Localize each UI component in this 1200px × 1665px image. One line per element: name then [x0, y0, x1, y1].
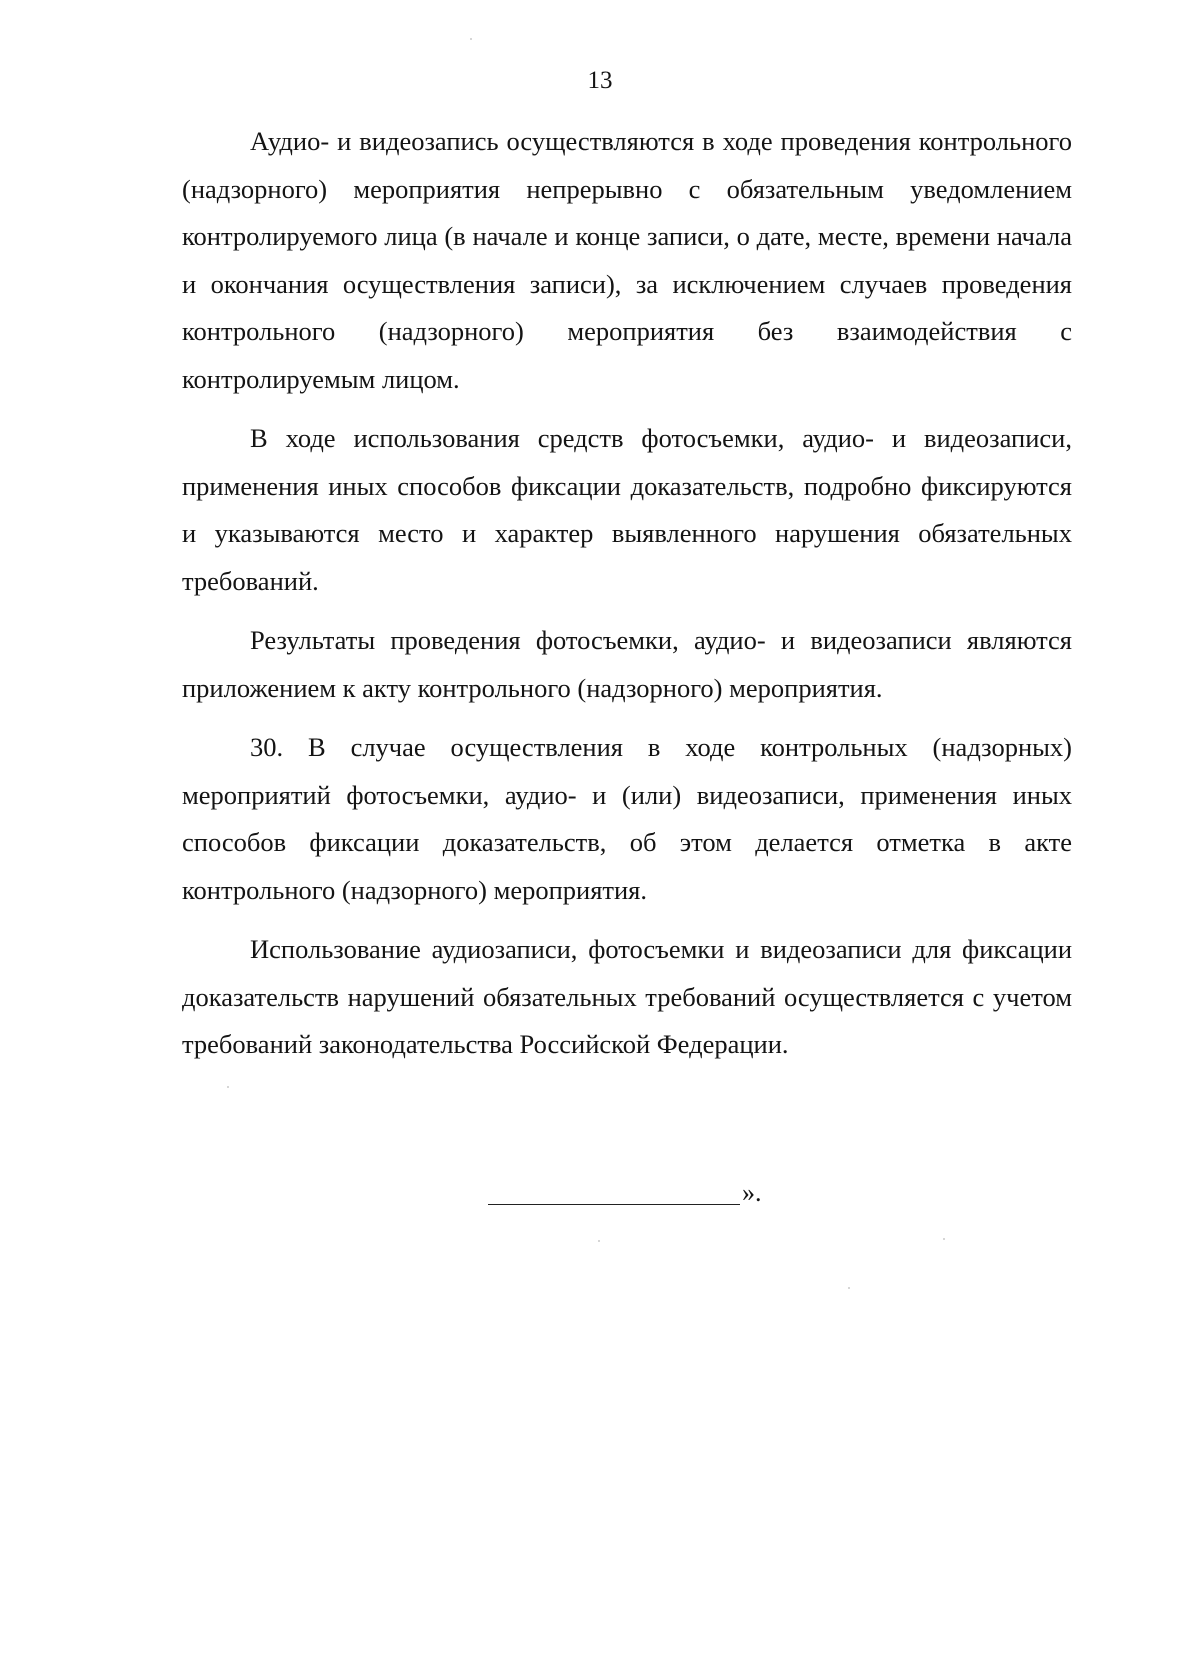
paragraph: Аудио- и видеозапись осуществляются в ходе проведения контрольного (надзорного) мероприятия непрерывно с обязательным уведомлением контролируемого лица (в начале и конце записи, о дате, месте, времени начала и окончания осуществления записи), за исключением случаев проведения контрольного (надзорного) мероприятия без взаимодействия с контролируемым лицом. [182, 126, 1072, 394]
closing-quote: ». [742, 1178, 762, 1207]
paragraph: Результаты проведения фотосъемки, аудио- и видеозаписи являются приложением к акту контрольного (надзорного) мероприятия. [182, 625, 1072, 703]
signature-rule [488, 1204, 740, 1205]
page-number: 13 [587, 67, 613, 94]
document-body [182, 118, 1072, 1081]
scan-speck [848, 1287, 850, 1289]
scan-speck [470, 38, 472, 40]
scan-speck [598, 1240, 600, 1242]
scan-speck [943, 1238, 945, 1240]
paragraph: Использование аудиозаписи, фотосъемки и видеозаписи для фиксации доказательств нарушений обязательных требований осуществляется с учетом требований законодательства Российской Федерации. [182, 934, 1072, 1059]
paragraph: 30. В случае осуществления в ходе контрольных (надзорных) мероприятий фотосъемки, аудио- и (или) видеозаписи, применения иных способов фиксации доказательств, об этом делается отметка в акте контрольного (надзорного) мероприятия. [182, 732, 1072, 905]
paragraph: В ходе использования средств фотосъемки, аудио- и видеозаписи, применения иных способов фиксации доказательств, подробно фиксируются и указываются место и характер выявленного нарушения обязательных требований. [182, 423, 1072, 596]
scan-speck [227, 1086, 229, 1088]
